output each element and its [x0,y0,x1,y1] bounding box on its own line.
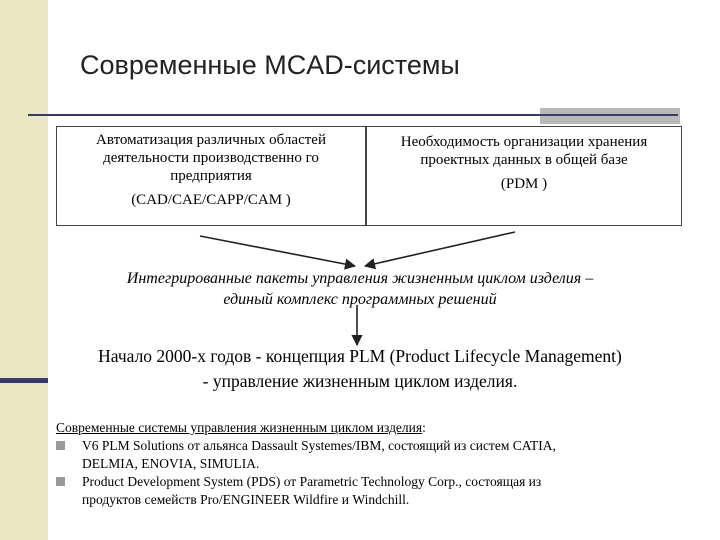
square-bullet-icon [56,441,65,450]
list-item-line-2: DELMIA, ENOVIA, SIMULIA. [82,456,260,471]
cad-box-line-1: Автоматизация различных областей [96,132,326,148]
square-bullet-icon [56,477,65,486]
plm-concept-text [50,344,670,394]
list-item [56,437,696,473]
systems-title-colon: : [422,420,426,435]
cad-box-line-4: (CAD/CAE/CAPP/CAM ) [131,192,291,208]
plm-line-1: Начало 2000-х годов - концепция PLM (Product Lifecycle Management) [98,346,622,366]
pdm-box-line-2: проектных данных в общей базе [420,152,628,168]
list-item-line-1: Product Development System (PDS) от Parametric Technology Corp., состоящая из [82,474,542,489]
plm-systems-list [56,419,696,509]
plm-line-2: - управление жизненным циклом изделия. [202,371,518,391]
integrated-line-1: Интегрированные пакеты управления жизненным циклом изделия – [126,270,594,287]
pdm-box-line-3: (PDM ) [500,176,548,192]
arrow-from-pdm-box [365,232,515,266]
arrow-from-cad-box [200,236,355,266]
integrated-packages-text [60,268,660,310]
list-item-line-2: продуктов семейств Pro/ENGINEER Wildfire и Windchill. [82,492,410,507]
pdm-box-line-1: Необходимость организации хранения [400,134,648,150]
systems-heading [56,419,696,437]
slide-title: Современные MCAD-системы [80,50,460,80]
cad-box-line-3: предприятия [170,168,252,184]
list-item [56,473,696,509]
list-item-line-1: V6 PLM Solutions от альянса Dassault Systemes/IBM, состоящий из систем CATIA, [82,438,556,453]
cad-box-line-2: деятельности производственно го [103,150,319,166]
integrated-line-2: единый комплекс программных решений [223,291,497,308]
systems-title: Современные системы управления жизненным циклом изделия [56,420,423,435]
